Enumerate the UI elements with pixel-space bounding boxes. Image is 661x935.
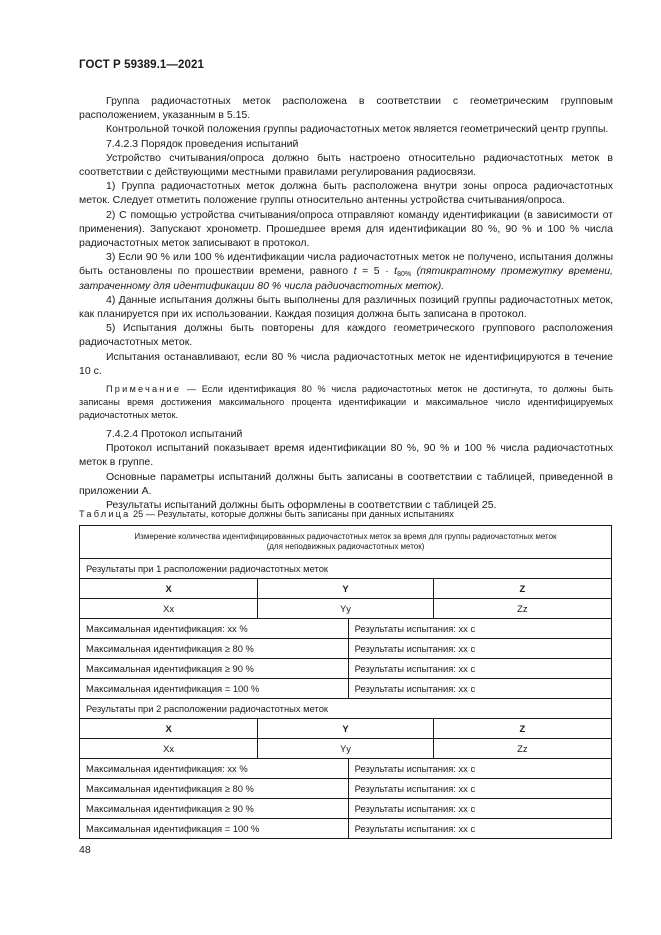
axis-header-row [80,579,612,599]
val-z: Zz [433,739,611,759]
table-row [80,819,612,839]
paragraph: Группа радиочастотных меток расположена в соответствии с геометрическим групповым расположением, указанным в 5.15. [79,95,613,122]
document-header: ГОСТ Р 59389.1—2021 [79,59,204,71]
identification-cell: Максимальная идентификация = 100 % [80,819,349,839]
identification-cell: Максимальная идентификация = 100 % [80,679,349,699]
col-y: Y [258,579,434,599]
result-cell: Результаты испытания: xx с [348,639,611,659]
section-title: Результаты при 1 расположении радиочастотных меток [80,559,612,579]
section-heading: 7.4.2.3 Порядок проведения испытаний [106,137,299,150]
page-number: 48 [79,844,91,856]
list-item: 1) Группа радиочастотных меток должна быть расположена внутри зоны опроса радиочастотных меток. Следует отметить положение группы относительно антенны устройства считывания/опроса. [79,180,613,207]
table-row [80,619,612,639]
document-body [79,94,613,512]
val-z: Zz [433,599,611,619]
paragraph: Основные параметры испытаний должны быть записаны в соответствии с таблицей, приведенной в приложении А. [79,470,613,497]
note: Примечание — Если идентификация 80 % числа радиочастотных меток не достигнута, то должны быть записаны время достижения максимального процента идентификации и максимальное число идентифицируемых радиочастотных меток. [79,384,613,421]
identification-cell: Максимальная идентификация ≥ 90 % [80,799,349,819]
paragraph: Результаты испытаний должны быть оформлены в соответствии с таблицей 25. [106,499,497,512]
table-row [80,659,612,679]
identification-cell: Максимальная идентификация ≥ 80 % [80,639,349,659]
section-heading: 7.4.2.4 Протокол испытаний [106,428,243,441]
table-header-cell: Измерение количества идентифицированных радиочастотных меток за время для группы радиочастотных меток (для неподвижных радиочастотных меток) [80,526,612,559]
table-row [80,759,612,779]
result-cell: Результаты испытания: xx с [348,619,611,639]
result-cell: Результаты испытания: xx с [348,779,611,799]
table-caption: Таблица 25 — Результаты, которые должны быть записаны при данных испытаниях [79,509,454,519]
table-header-row [80,526,612,559]
paragraph: Испытания останавливают, если 80 % числа радиочастотных меток не идентифицируются в течение 10 с. [79,350,613,377]
axis-header-row [80,719,612,739]
val-y: Yy [258,599,434,619]
axis-value-row [80,599,612,619]
list-item: 3) Если 90 % или 100 % идентификации числа радиочастотных меток не получено, испытания должны быть остановлены по прошествии времени, равного $t = 5 \cdot t_{80\%}$ (пятикратному промежутку времени, затраченному для идентификации 80 % числа радиочастотных меток). [79,251,614,292]
paragraph: Контрольной точкой положения группы радиочастотных меток является геометрический центр группы. [106,123,609,136]
list-item: 2) С помощью устройства считывания/опроса отправляют команду идентификации (в зависимости от применения). Запускают хронометр. Прошедшее время для идентификации 80 %, 90 % и 100 % числа радиочастотных меток записывают в протокол. [79,208,613,250]
table-row [80,799,612,819]
result-cell: Результаты испытания: xx с [348,799,611,819]
result-cell: Результаты испытания: xx с [348,759,611,779]
identification-cell: Максимальная идентификация: xx % [80,619,349,639]
paragraph: Устройство считывания/опроса должно быть настроено относительно радиочастотных меток в соответствии с действующими местными правилами регулирования радиосвязи. [79,151,613,179]
section-title: Результаты при 2 расположении радиочастотных меток [80,699,612,719]
section-title-row [80,559,612,579]
table-row [80,639,612,659]
result-cell: Результаты испытания: xx с [348,659,611,679]
table-row [80,679,612,699]
results-table [79,525,612,839]
col-x: X [80,719,258,739]
identification-cell: Максимальная идентификация ≥ 90 % [80,659,349,679]
col-z: Z [433,719,611,739]
axis-value-row [80,739,612,759]
list-item: 4) Данные испытания должны быть выполнены для различных позиций группы радиочастотных меток, как планируется при их использовании. Каждая позиция должна быть записана в протокол. [79,293,613,321]
section-title-row [80,699,612,719]
result-cell: Результаты испытания: xx с [348,819,611,839]
col-x: X [80,579,258,599]
identification-cell: Максимальная идентификация: xx % [80,759,349,779]
note-label: Примечание [106,384,182,395]
paragraph: Протокол испытаний показывает время идентификации 80 %, 90 % и 100 % числа радиочастотных меток в группе. [79,442,613,469]
result-cell: Результаты испытания: xx с [348,679,611,699]
val-x: Xx [80,599,258,619]
list-item: 5) Испытания должны быть повторены для каждого геометрического группового расположения радиочастотных меток. [79,322,613,349]
val-x: Xx [80,739,258,759]
val-y: Yy [258,739,434,759]
table-row [80,779,612,799]
col-z: Z [433,579,611,599]
identification-cell: Максимальная идентификация ≥ 80 % [80,779,349,799]
col-y: Y [258,719,434,739]
